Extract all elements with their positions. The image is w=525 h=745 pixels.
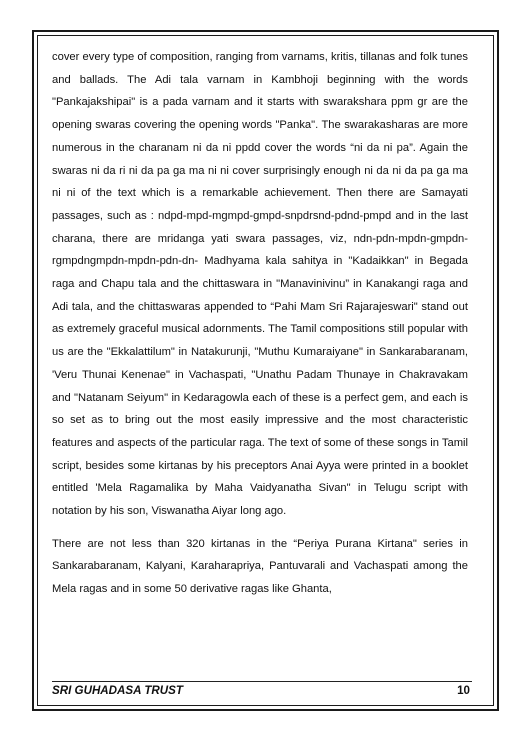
footer-trust-name: SRI GUHADASA TRUST	[52, 684, 183, 697]
body-paragraph-2: There are not less than 320 kirtanas in the “Periya Purana Kirtana" series in Sankarabaranam, Kalyani, Karaharapriya, Pantuvarali and Vachaspati among the Mela ragas and in some 50 derivative ragas like Ghanta,	[52, 537, 468, 596]
page-footer	[52, 684, 470, 697]
document-body	[52, 46, 468, 601]
footer-divider	[52, 681, 472, 682]
body-paragraph-1: cover every type of composition, ranging from varnams, kritis, tillanas and folk tunes and ballads. The Adi tala varnam in Kambhoji beginning with the words "Pankajakshipai" is a pada varnam and it starts with swarakshara ppm gr are the opening swaras covering the opening words "Panka". The swarakasharas are more numerous in the charanam ni da ni ppdd cover the words “ni da ni pa”. Again the swaras ni da ri ni da pa ga ma ni ni cover surprisingly enough ni da ni da pa ga ma ni ni of the text which is a remarkable achievement. Then there are Samayati passages, such as : ndpd-mpd-mgmpd-gmpd-snpdrsnd-pdnd-pmpd and in the last charana, there are mridanga yati swara passages, viz, ndn-pdn-mpdn-gmpdn-rgmpdngmpdn-mpdn-pdn-dn- Madhyama kala sahitya in "Kadaikkan" in Begada raga and Chapu tala and the chittaswara in "Manavinivinu” in Kanakangi raga and Adi tala, and the chittaswaras appended to “Pahi Mam Sri Rajarajeswari" stand out as extremely graceful musical adornments. The Tamil compositions still popular with us are the "Ekkalattilum" in Natakurunji, "Muthu Kumaraiyane" in Sankarabaranam, 'Veru Thunai Kenenae" in Vachaspati, "Unathu Padam Thunaye in Chakravakam and "Natanam Seiyum" in Kedaragowla each of these is a perfect gem, and each is so set as to bring out the most easily impressive and the most characteristic features and aspects of the particular raga. The text of some of these songs in Tamil script, besides some kirtanas by his preceptors Anai Ayya were printed in a booklet entitled 'Mela Ragamalika by Maha Vaidyanatha Sivan" in Telugu script with notation by his son, Viswanatha Aiyar long ago.	[52, 51, 468, 518]
page-number: 10	[457, 684, 470, 697]
